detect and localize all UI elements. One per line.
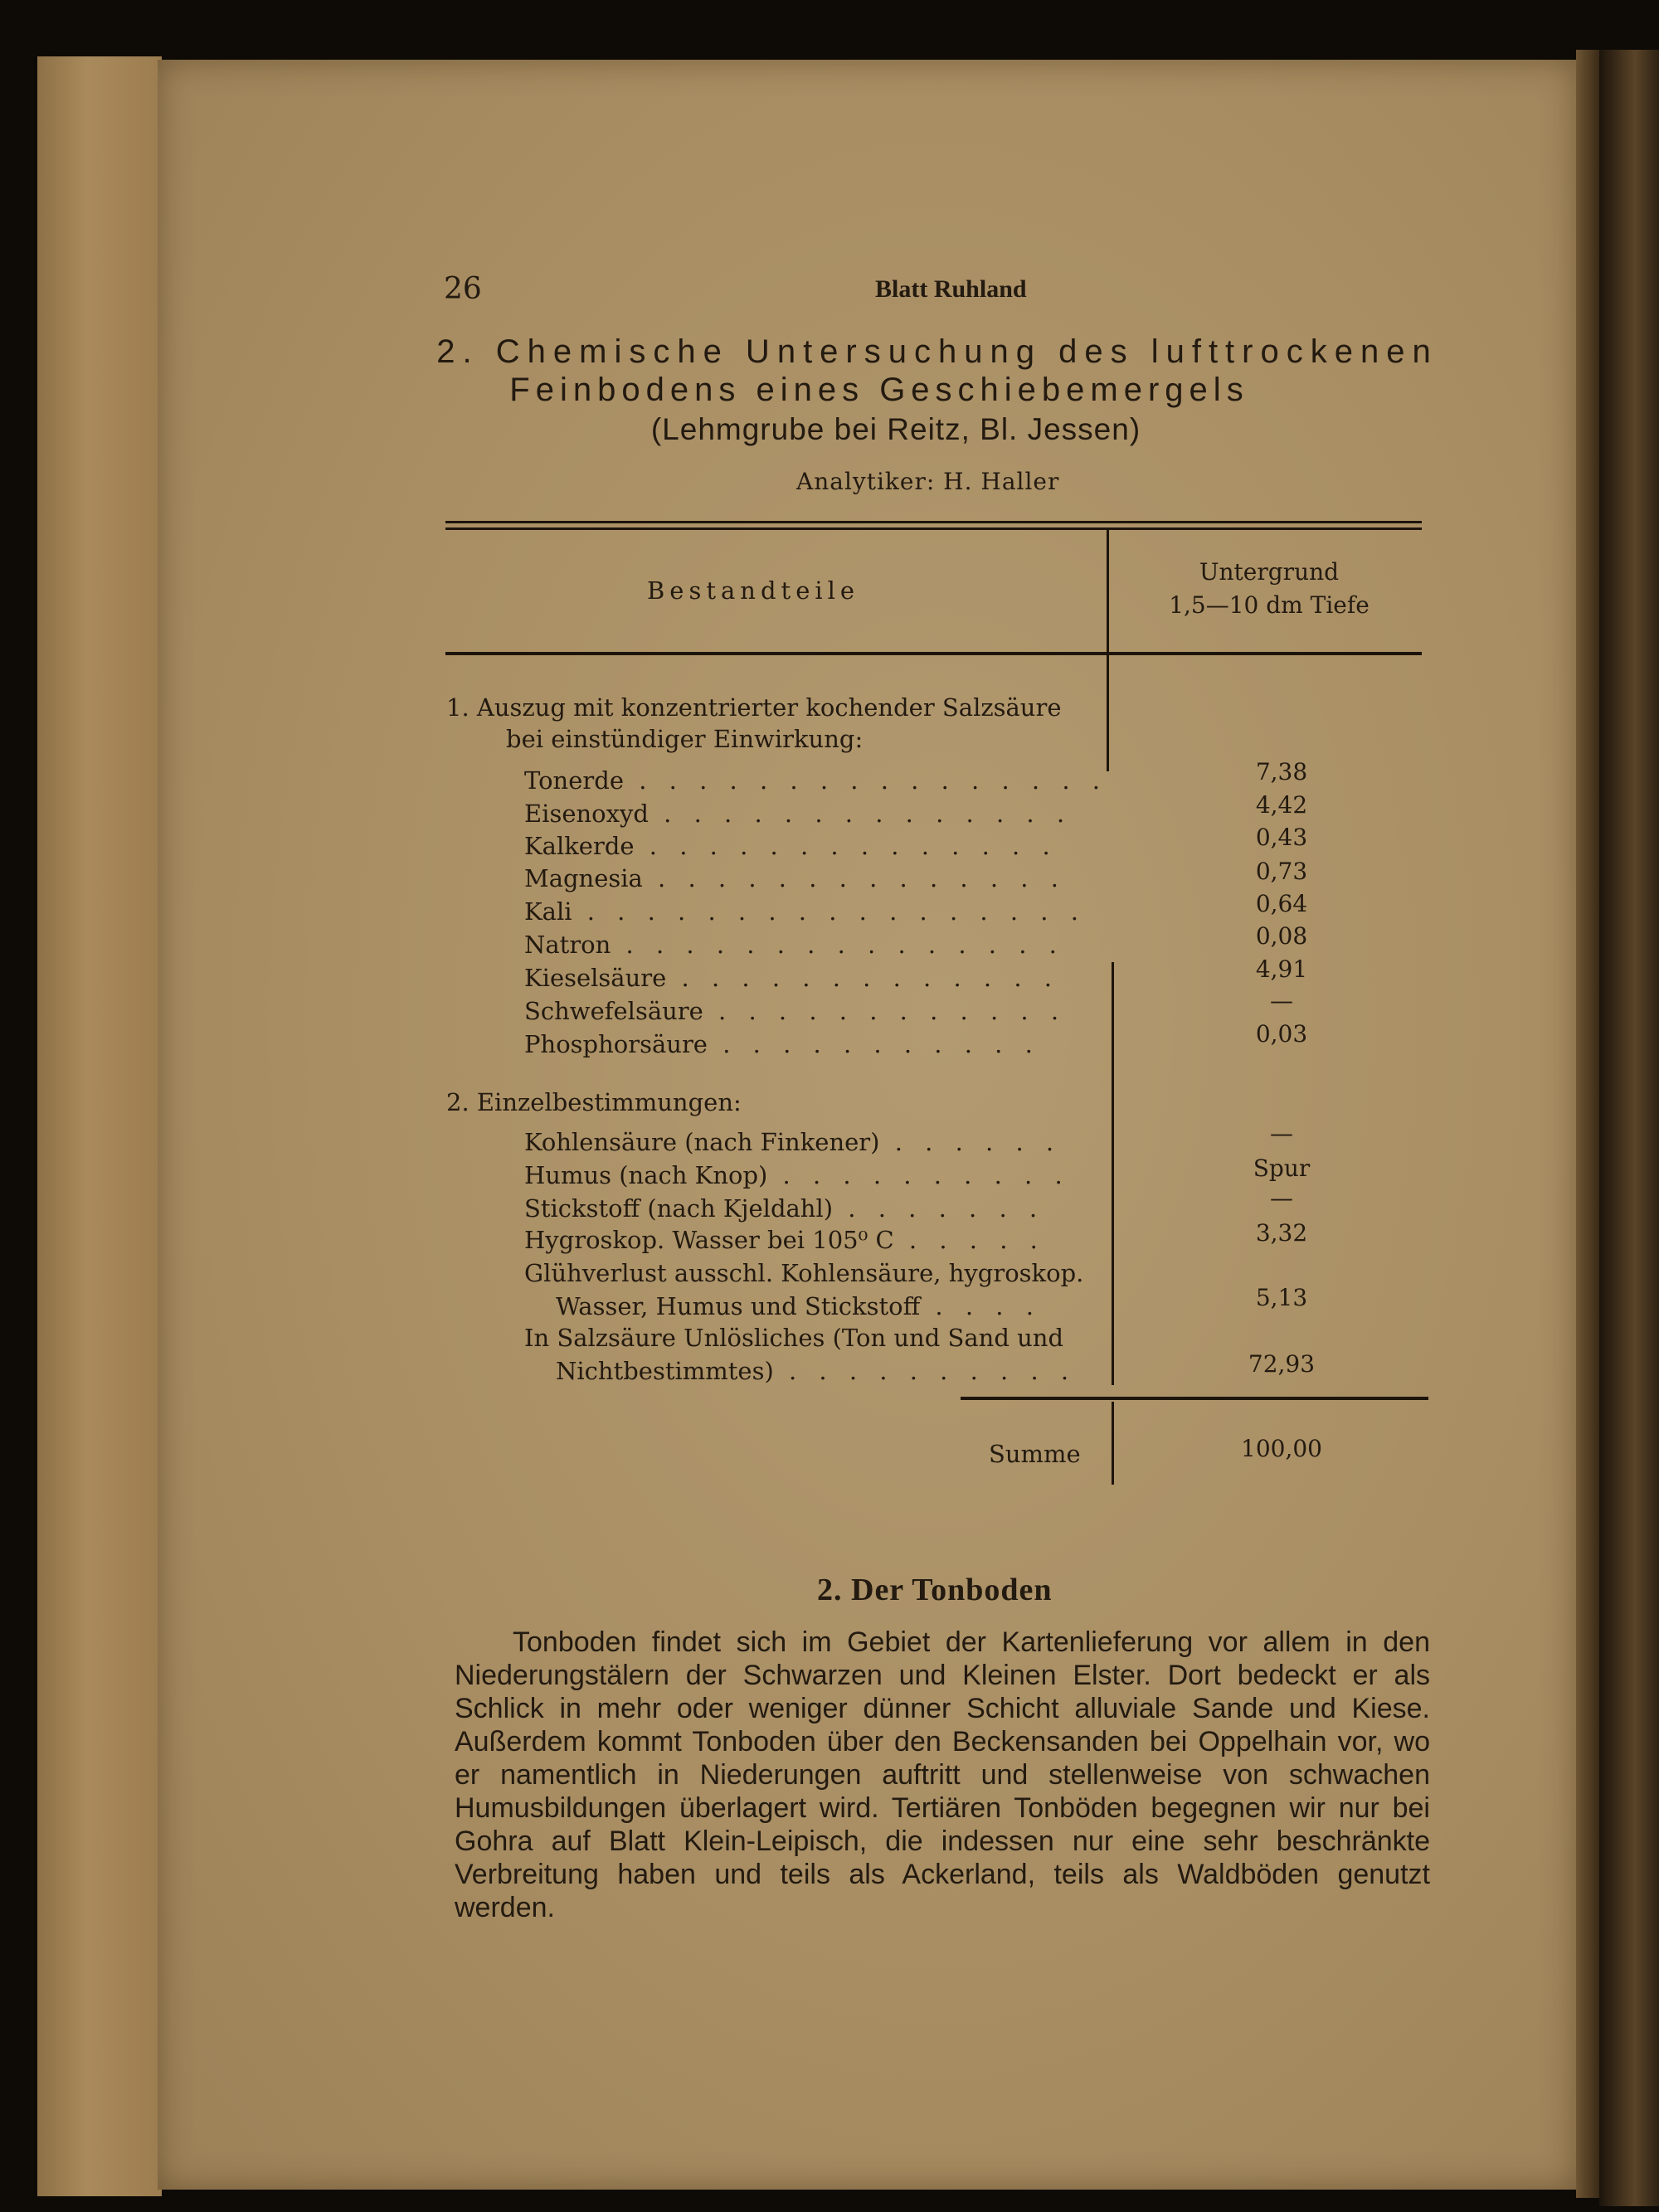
row-label-gluehverlust: Glühverlust ausschl. Kohlensäure, hygroskop.: [524, 1259, 1084, 1287]
sum-label: Summe: [989, 1440, 1081, 1468]
row-label-kali: Kali . . . . . . . . . . . . . . . . .: [524, 897, 1086, 926]
row-value-magnesia: 0,73: [1255, 858, 1308, 885]
table-top-rule-2: [445, 527, 1422, 530]
group1-title: 1. Auszug mit konzentrierter kochender Salzsäure: [446, 693, 1062, 722]
table-title-line3: (Lehmgrube bei Reitz, Bl. Jessen): [650, 412, 1141, 446]
row-value-unloesliches: 72,93: [1248, 1350, 1316, 1378]
analyst-credit: Analytiker: H. Haller: [796, 468, 1060, 495]
section-paragraph: [455, 1626, 1430, 1924]
column-divider: [1107, 655, 1109, 771]
row-label-phosphorsaeure: Phosphorsäure . . . . . . . . . . .: [524, 1030, 1040, 1058]
row-label-magnesia: Magnesia . . . . . . . . . . . . . .: [524, 864, 1066, 892]
row-label-gluehverlust-cont: Wasser, Humus und Stickstoff . . . .: [556, 1292, 1041, 1320]
row-label-tonerde: Tonerde . . . . . . . . . . . . . . . .: [524, 766, 1107, 795]
sum-rule: [961, 1397, 1428, 1400]
row-label-stickstoff: Stickstoff (nach Kjeldahl) . . . . . . .: [524, 1194, 1045, 1223]
row-label-schwefelsaeure: Schwefelsäure . . . . . . . . . . . .: [524, 997, 1067, 1025]
section-title: 2. Der Tonboden: [817, 1573, 1053, 1607]
adjacent-page-edge: [1599, 50, 1659, 2206]
row-label-humus: Humus (nach Knop) . . . . . . . . . .: [524, 1161, 1070, 1189]
group2-title: 2. Einzelbestimmungen:: [446, 1088, 742, 1116]
column-divider: [1112, 962, 1114, 1385]
row-value-hygroskop-wasser: 3,32: [1255, 1219, 1308, 1247]
paragraph-text: Tonboden findet sich im Gebiet der Kartenlieferung vor allem in den Niederungstälern der Schwarzen und Kleinen Elster. Dort bedeckt er als Schlick in mehr oder weniger dünner Schicht alluviale Sande und Kiese. Außerdem kommt Tonboden über den Beckensanden bei Oppelhain vor, wo er namentlich in Niederungen auftritt und stellenweise von schwachen Humusbildungen überlagert wird. Tertiären Tonböden begegnen wir nur bei Gohra auf Blatt Klein-Leipisch, die indessen nur eine sehr beschränkte Verbreitung haben und teils als Ackerland, teils als Waldböden genutzt werden.: [455, 1626, 1430, 1923]
header-bottom-rule: [445, 652, 1422, 655]
row-value-gluehverlust: 5,13: [1255, 1284, 1308, 1311]
sum-divider: [1112, 1402, 1114, 1485]
row-value-tonerde: 7,38: [1255, 758, 1308, 785]
row-label-hygroskop-wasser: Hygroskop. Wasser bei 105⁰ C . . . . .: [524, 1226, 1045, 1254]
row-label-unloesliches-cont: Nichtbestimmtes) . . . . . . . . . .: [556, 1357, 1077, 1385]
row-value-eisenoxyd: 4,42: [1255, 791, 1308, 819]
row-value-kohlensaeure: —: [1270, 1120, 1293, 1147]
row-value-kieselsaeure: 4,91: [1255, 955, 1308, 983]
column-header-bestandteile: Bestandteile: [647, 576, 860, 605]
row-label-unloesliches: In Salzsäure Unlösliches (Ton und Sand und: [524, 1324, 1064, 1352]
row-value-phosphorsaeure: 0,03: [1255, 1020, 1308, 1048]
column-header-untergrund: Untergrund: [1199, 558, 1340, 586]
row-value-kalkerde: 0,43: [1255, 824, 1308, 851]
page-number: 26: [444, 272, 482, 306]
table-title-line2: Feinbodens eines Geschiebemergels: [509, 372, 1249, 408]
row-value-stickstoff: —: [1270, 1184, 1293, 1212]
row-value-schwefelsaeure: —: [1270, 987, 1293, 1014]
table-top-rule: [445, 521, 1422, 523]
column-header-depth: 1,5—10 dm Tiefe: [1169, 591, 1370, 619]
row-label-kalkerde: Kalkerde . . . . . . . . . . . . . .: [524, 832, 1058, 860]
table-title-line1: 2. Chemische Untersuchung des lufttrockenen: [436, 333, 1438, 370]
group1-subtitle: bei einstündiger Einwirkung:: [506, 725, 864, 753]
row-value-natron: 0,08: [1255, 922, 1308, 950]
row-label-kieselsaeure: Kieselsäure . . . . . . . . . . . . .: [524, 964, 1059, 992]
running-head: Blatt Ruhland: [875, 275, 1027, 303]
row-label-eisenoxyd: Eisenoxyd . . . . . . . . . . . . . .: [524, 800, 1073, 828]
row-value-humus: Spur: [1253, 1155, 1311, 1182]
row-value-kali: 0,64: [1255, 890, 1308, 917]
page-edge: [1576, 50, 1599, 2198]
row-label-natron: Natron . . . . . . . . . . . . . . .: [524, 931, 1064, 959]
book-spine: [37, 56, 162, 2196]
row-label-kohlensaeure: Kohlensäure (nach Finkener) . . . . . .: [524, 1128, 1062, 1156]
sum-value: 100,00: [1241, 1435, 1322, 1462]
